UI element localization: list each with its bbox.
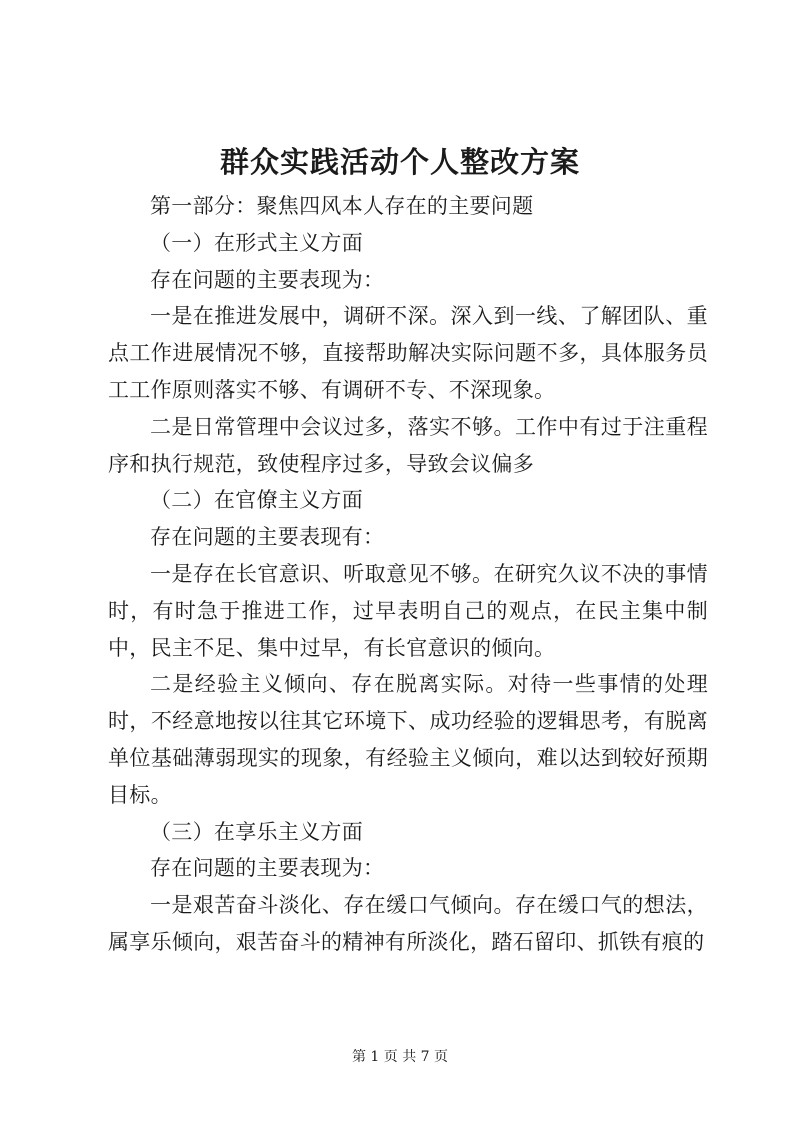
section-heading: 第一部分：聚焦四风本人存在的主要问题 bbox=[150, 194, 534, 218]
paragraph: 存在问题的主要表现为： bbox=[150, 267, 385, 292]
subsection-heading: （二）在官僚主义方面 bbox=[150, 488, 363, 513]
subsection-heading: （一）在形式主义方面 bbox=[150, 230, 363, 255]
paragraph: 存在问题的主要表现为： bbox=[150, 856, 385, 881]
document-title: 群众实践活动个人整改方案 bbox=[219, 145, 580, 179]
paragraph: 一是存在长官意识、听取意见不够。在研究久议不决的事情时，有时急于推进工作，过早表明自己的观点，在民主集中制中，民主不足、集中过早，有长官意识的倾向。 bbox=[108, 561, 708, 660]
document-body bbox=[108, 188, 708, 961]
paragraph: 二是经验主义倾向、存在脱离实际。对待一些事情的处理时，不经意地按以往其它环境下、成功经验的逻辑思考，有脱离单位基础薄弱现实的现象，有经验主义倾向，难以达到较好预期目标。 bbox=[108, 672, 708, 807]
paragraph: 二是日常管理中会议过多，落实不够。工作中有过于注重程序和执行规范，致使程序过多，导致会议偏多 bbox=[108, 414, 708, 476]
paragraph: 一是在推进发展中，调研不深。深入到一线、了解团队、重点工作进展情况不够，直接帮助解决实际问题不多，具体服务员工工作原则落实不够、有调研不专、不深现象。 bbox=[108, 304, 708, 402]
subsection-heading: （三）在享乐主义方面 bbox=[150, 819, 363, 844]
page-footer: 第 1 页 共 7 页 bbox=[351, 1049, 449, 1065]
paragraph: 存在问题的主要表现有： bbox=[150, 525, 385, 550]
paragraph: 一是艰苦奋斗淡化、存在缓口气倾向。存在缓口气的想法，属享乐倾向，艰苦奋斗的精神有所淡化，踏石留印、抓铁有痕的 bbox=[108, 893, 708, 954]
